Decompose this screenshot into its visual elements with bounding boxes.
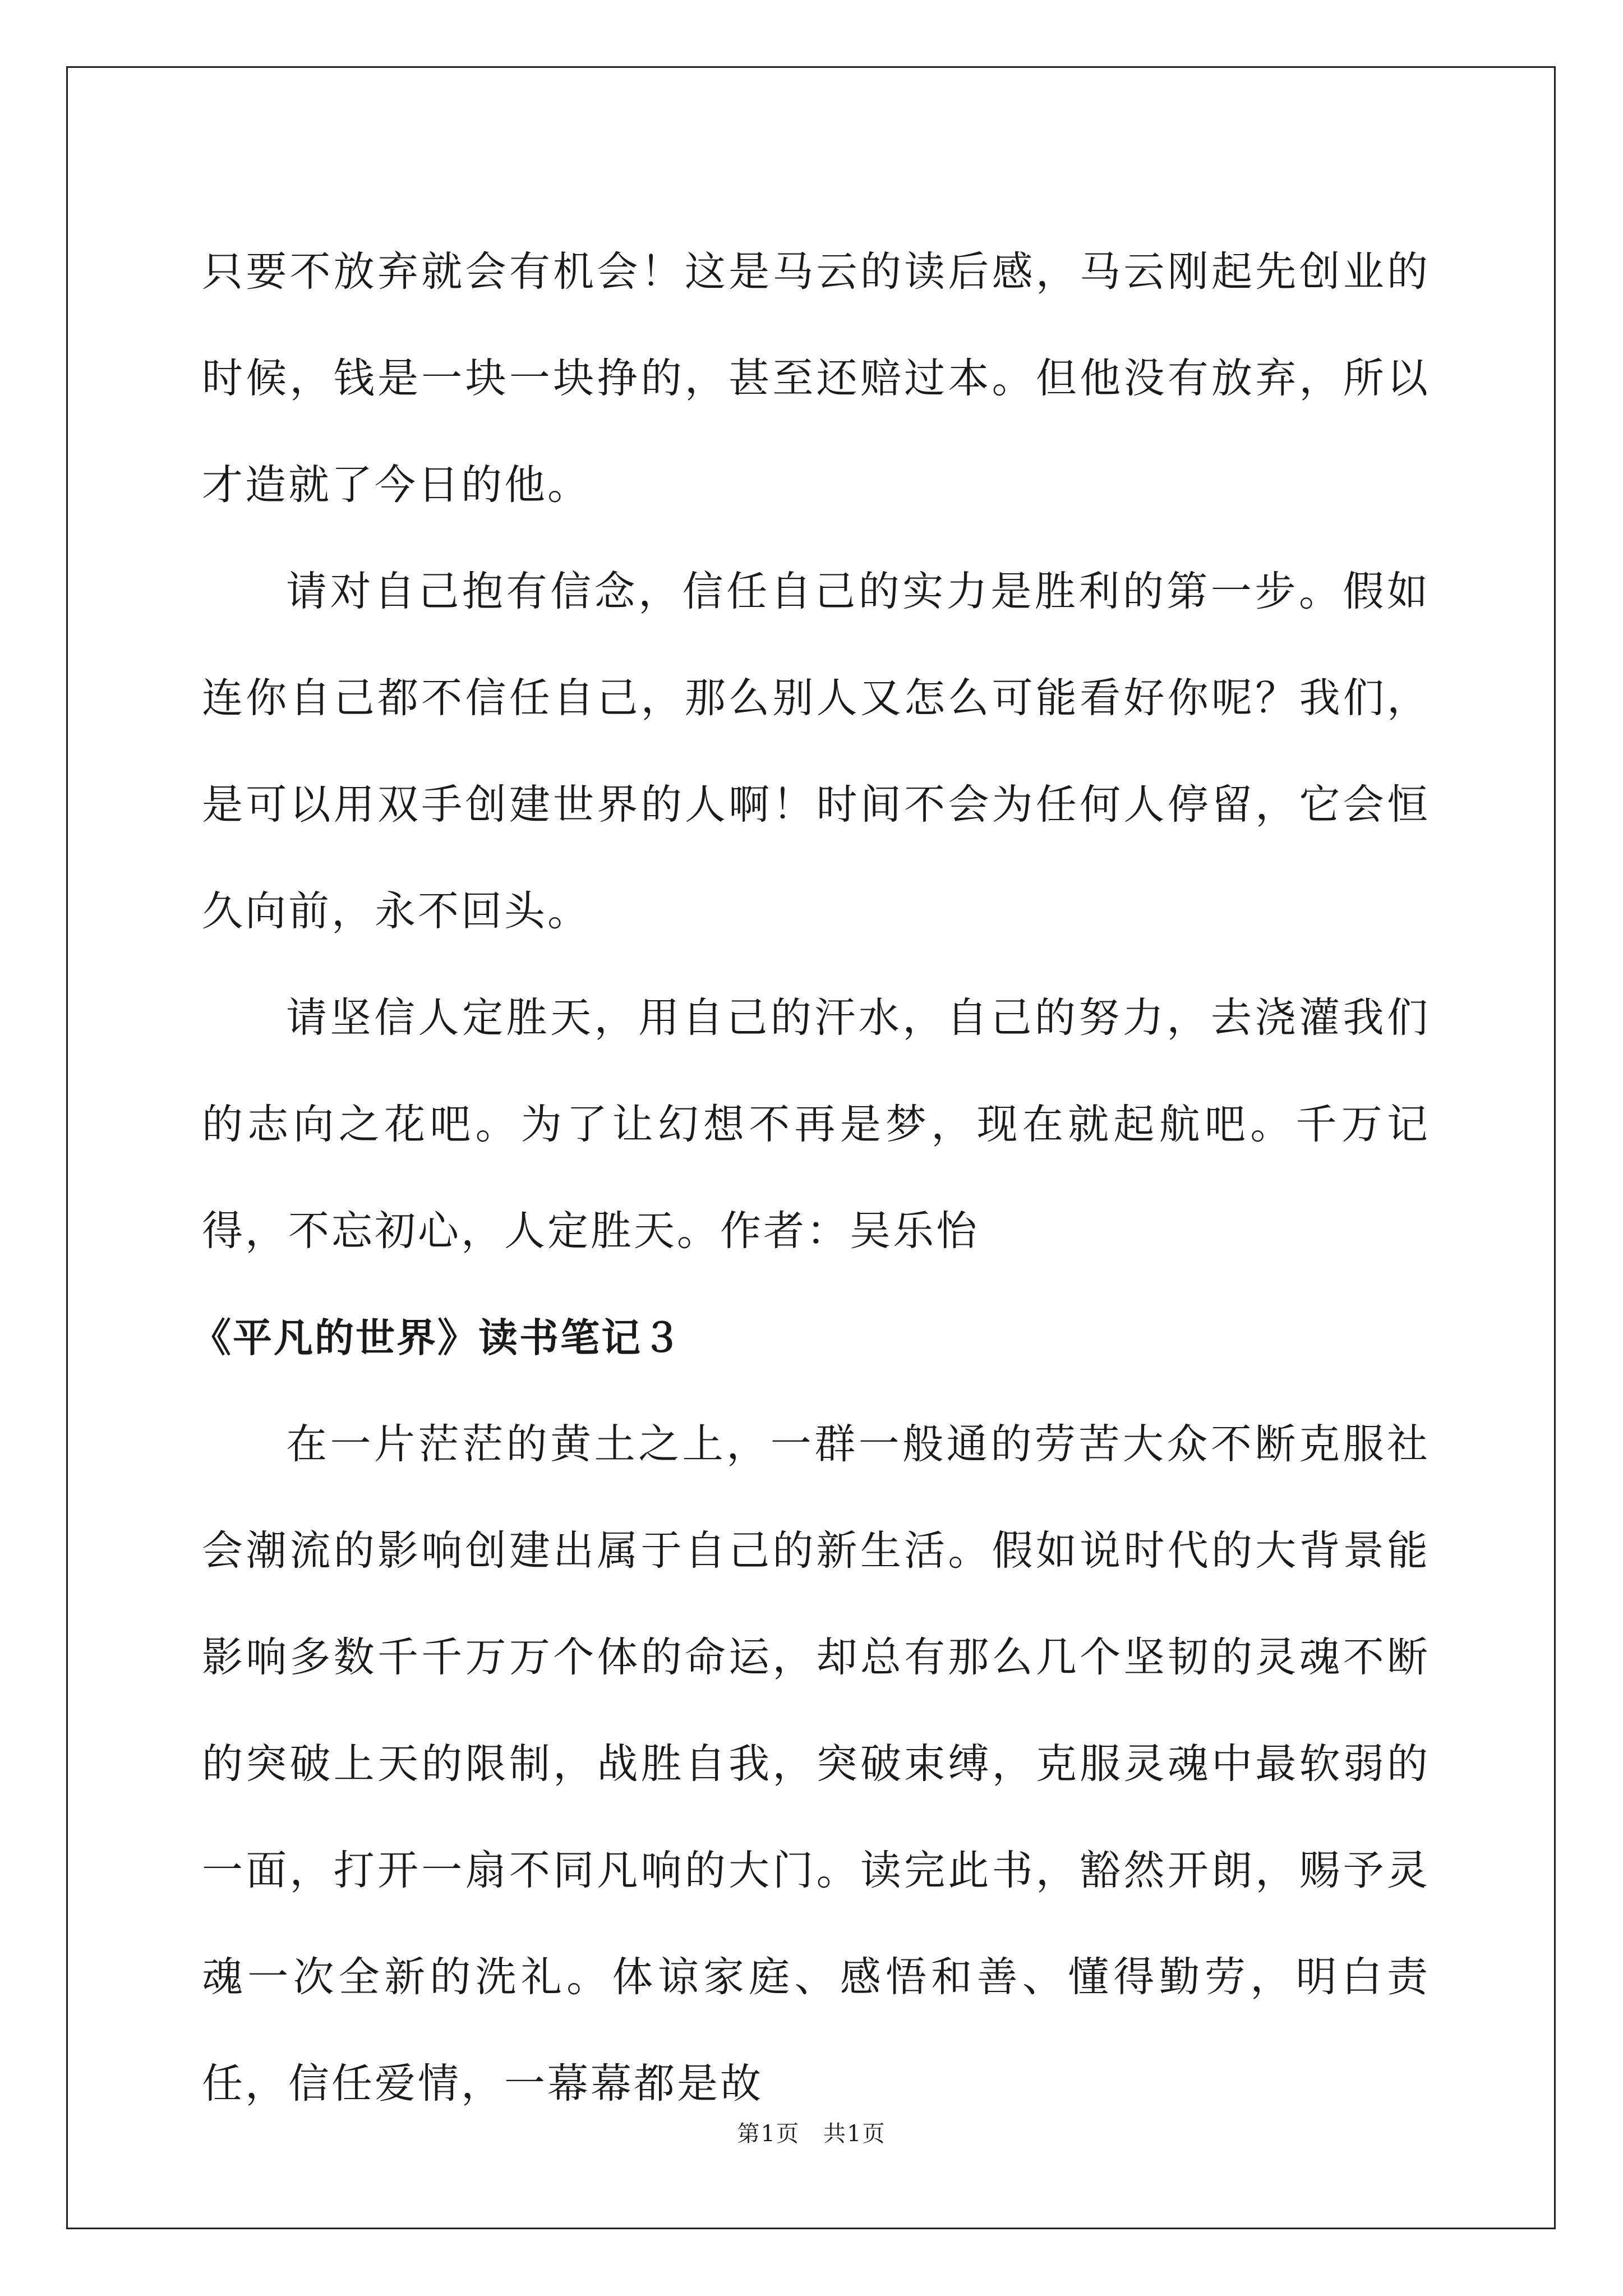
document-body — [192, 219, 1430, 2137]
paragraph-2: 请对自己抱有信念，信任自己的实力是胜利的第一步。假如连你自己都不信任自己，那么别人又怎么可能看好你呢？我们，是可以用双手创建世界的人啊！时间不会为任何人停留，它会恒久向前，永不回头。 — [202, 568, 1430, 935]
page-number-footer: 第1页 共1页 — [737, 2121, 886, 2147]
paragraph-3: 请坚信人定胜天，用自己的汗水，自己的努力，去浇灌我们的志向之花吧。为了让幻想不再是梦，现在就起航吧。千万记得，不忘初心，人定胜天。作者：吴乐怡 — [202, 994, 1430, 1255]
section-heading: 《平凡的世界》读书笔记３ — [192, 1314, 683, 1361]
paragraph-4: 在一片茫茫的黄土之上，一群一般通的劳苦大众不断克服社会潮流的影响创建出属于自己的新生活。假如说时代的大背景能影响多数千千万万个体的命运，却总有那么几个坚韧的灵魂不断的突破上天的限制，战胜自我，突破束缚，克服灵魂中最软弱的一面，打开一扇不同凡响的大门。读完此书，豁然开朗，赐予灵魂一次全新的洗礼。体谅家庭、感悟和善、懂得勤劳，明白责任，信任爱情，一幕幕都是故 — [202, 1420, 1430, 2108]
paragraph-1: 只要不放弃就会有机会！这是马云的读后感，马云刚起先创业的时候，钱是一块一块挣的，甚至还赔过本。但他没有放弃，所以才造就了今日的他。 — [202, 248, 1430, 509]
